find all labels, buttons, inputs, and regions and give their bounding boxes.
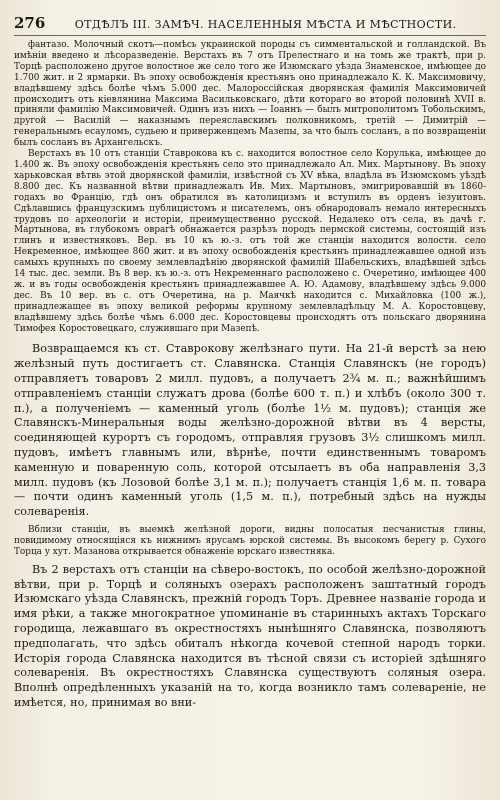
paragraph-slavyansk-town: Въ 2 верстахъ отъ станціи на сѣверо-востокъ, по особой желѣзно-дорожной вѣтви, при р. Торцѣ и соляныхъ озерахъ расположенъ заштатный городъ Изюмскаго уѣзда Славянскъ, прежній городъ Торъ. Древнее названіе города и имя рѣки, а также многократное упоминаніе въ старинныхъ актахъ Торскаго городища, лежавшаго въ окрестностяхъ нынѣшняго Славянска, позволяютъ предполагать, что здѣсь обиталъ нѣкогда кочевой степной народъ торки. Исторія города Славянска находится въ тѣсной связи съ исторіей здѣшняго солеваренія. Въ окрестностяхъ Славянска существуютъ соляныя озера. Вполнѣ опредѣленныхъ указаній на то, когда возникло тамъ солевареніе, не имѣется, но, принимая во вни- <box>14 562 486 709</box>
paragraph-slavyansk-station: Возвращаемся къ ст. Ставрокову желѣзнаго пути. На 21-й верстѣ за нею желѣзный путь достигаетъ ст. Славянска. Станція Славянскъ (не городъ) отправляетъ товаровъ 2 милл. пудовъ, а получаетъ 2¾ м. п.; важнѣйшимъ отправленіемъ станціи служатъ дрова (болѣе 600 т. п.) и хлѣбъ (около 300 т. п.), а полученіемъ — каменный уголь (болѣе 1½ м. пудовъ); станція же Славянскъ-Минеральныя воды желѣзно-дорожной вѣтви въ 4 версты, соединяющей курортъ съ городомъ, отправляя грузовъ 3½ слишкомъ милл. пудовъ, имѣетъ главнымъ или, вѣрнѣе, почти единственнымъ товаромъ каменную и поваренную соль, которой отсылаетъ въ оба направленія 3,3 милл. пудовъ (къ Лозовой болѣе 3,1 м. п.); получаетъ станція 1,6 м. п. товара — почти одинъ каменный уголь (1,5 м. п.), потребный здѣсь на нужды солеваренія. <box>14 342 486 519</box>
small-print-section <box>14 40 486 334</box>
large-print-section-2 <box>14 563 486 711</box>
large-print-section <box>14 342 486 520</box>
paragraph-korulka: Верстахъ въ 10 отъ станціи Ставрокова къ с. находится волостное село Корулька, имѣющее до 1.400 ж. Въ эпоху освобожденія крестьянъ село это принадлежало Ал. Мих. Мартынову. Въ эпоху харьковская вѣтвь этой дворянской фамиліи, извѣстной съ XV вѣка, владѣла въ Изюмскомъ уѣздѣ 8.800 дес. Къ названной вѣтви принадлежалъ Ив. Мих. Мартыновъ, эмигрировавшій въ 1860-годахъ во Францію, гдѣ онъ обратился въ католицизмъ и вступилъ въ орденъ іезуитовъ. Сдѣлавшись французскимъ публицистомъ и писателемъ, онъ обнародовалъ немало интересныхъ трудовъ по археологіи и исторіи, преимущественно русской. Недалеко отъ села, въ дачѣ г. Мартынова, въ глубокомъ оврагѣ обнажается разрѣзъ породъ пермской системы, состоящій изъ глинъ и известняковъ. Вер. въ 10 къ ю.-з. отъ той же станціи находится волости. село Некременное, имѣющее 860 жит. и въ эпоху освобожденія крестьянъ принадлежавшее одной изъ самыхъ крупныхъ по своему землевладѣнію дворянской фамилій Шабельскихъ, владѣвшей здѣсь 14 тыс. дес. земли. Въ 8 вер. къ ю.-з. отъ Некременнаго расположено с. Очеретино, имѣющее 400 ж. и въ годы освобожденія крестьянъ принадлежавшее А. Ю. Адамову, владѣвшему здѣсь 9.000 дес. Въ 10 вер. въ с. отъ Очеретина, на р. Маячкѣ находится с. Михайловка (100 ж.), принадлежащее въ эпоху великой реформы крупному землевладѣльцу М. А. Коростовцеву, владѣвшему здѣсь болѣе чѣмъ 6.000 дес. Коростовцевы происходятъ отъ польскаго дворянина Тимофея Коростовецкаго, служившаго при Мазепѣ. <box>14 149 486 334</box>
small-print-note <box>14 525 486 558</box>
paragraph-geology-note: Вблизи станціи, въ выемкѣ желѣзной дороги, видны полосатыя песчанистыя глины, повидимому относящіяся къ нижнимъ ярусамъ юрской системы. Въ высокомъ берегу р. Сухого Торца у хут. Мазанова открывается обнаженіе юрскаго известняка. <box>14 525 486 557</box>
page-number: 276 <box>14 14 46 32</box>
paragraph-znamenskoe: фантазо. Молочный скотъ—помѣсь украинской породы съ симментальской и голландской. Въ имѣніи введено и лѣсоразведеніе. Верстахъ въ 7 отъ Прелестнаго и на томъ же трактѣ, при р. Торцѣ расположено другое волостное же село того же Изюмскаго уѣзда Знаменское, имѣющее до 1.700 жит. и 2 ярмарки. Въ эпоху освобожденія крестьянъ оно принадлежало К. К. Максимовичу, владѣвшему здѣсь болѣе чѣмъ 5.000 дес. Малороссійская дворянская фамилія Максимовичей происходитъ отъ кіевлянина Максима Васильковскаго, дѣти котораго во второй половинѣ XVII в. приняли фамилію Максимовичей. Одинъ изъ нихъ — Іоаннъ — былъ митрополитомъ Тобольскимъ, другой — Василій — наказнымъ переяславскимъ полковникомъ, третій — Димитрій — генеральнымъ есауломъ, судьею и приверженцемъ Мазепы, за что былъ сосланъ, а по возвращеніи былъ сосланъ въ Архангельскъ. <box>14 40 486 149</box>
running-head: ОТДѢЛЪ III. ЗАМѢЧ. НАСЕЛЕННЫЯ МѢСТА И МѢСТНОСТИ. <box>74 18 457 31</box>
page-header <box>14 14 486 36</box>
